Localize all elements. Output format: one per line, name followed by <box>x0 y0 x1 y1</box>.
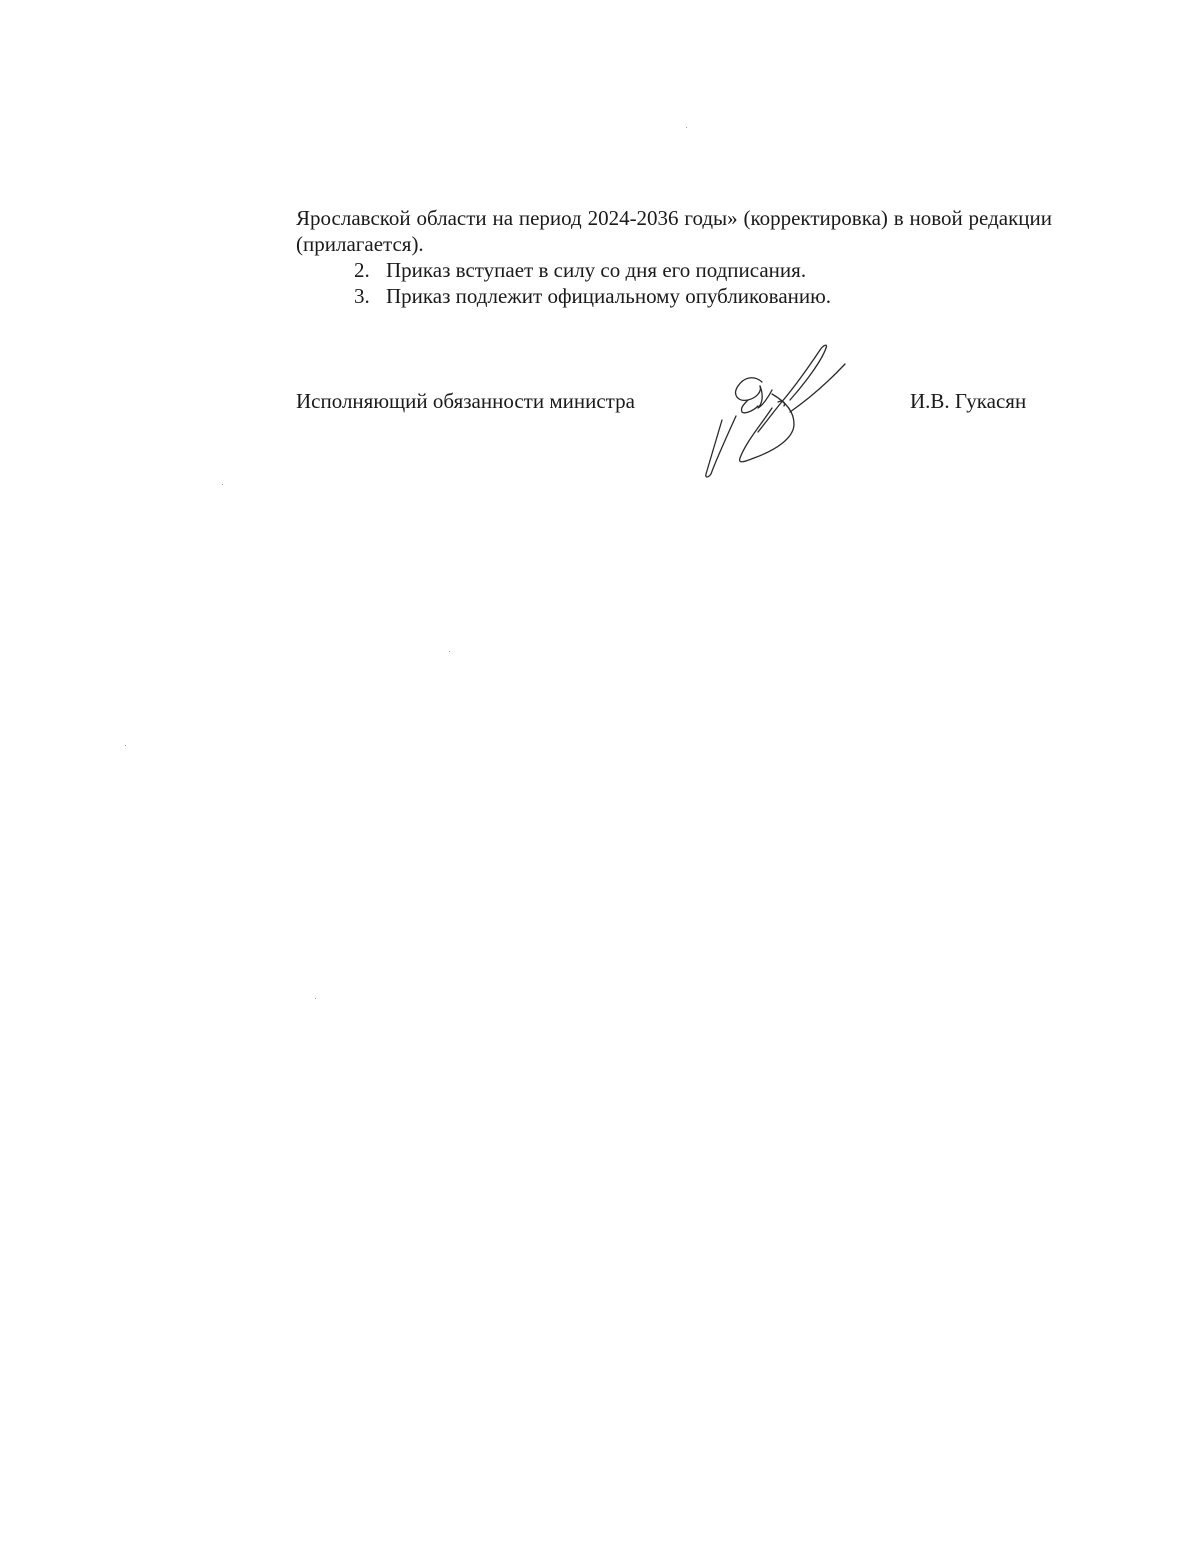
handwritten-signature <box>700 342 855 482</box>
signatory-position: Исполняющий обязанности министра <box>296 389 635 413</box>
list-item <box>296 257 1052 283</box>
list-item-text: Приказ вступает в силу со дня его подписания. <box>386 258 807 282</box>
list-item <box>296 283 1052 309</box>
scan-speck <box>222 484 223 485</box>
scan-speck <box>315 998 316 999</box>
signatory-name: И.В. Гукасян <box>910 389 1027 413</box>
scan-speck <box>449 651 450 652</box>
list-item-text: Приказ подлежит официальному опубликованию. <box>386 284 832 308</box>
scan-speck <box>686 127 687 128</box>
list-item-number: 2. <box>354 258 370 282</box>
scan-speck <box>125 745 126 746</box>
body-text <box>296 205 1052 309</box>
list-item-number: 3. <box>354 284 370 308</box>
paragraph-continued: Ярославской области на период 2024-2036 годы» (корректировка) в новой редакции (прилагается). <box>296 206 1052 256</box>
